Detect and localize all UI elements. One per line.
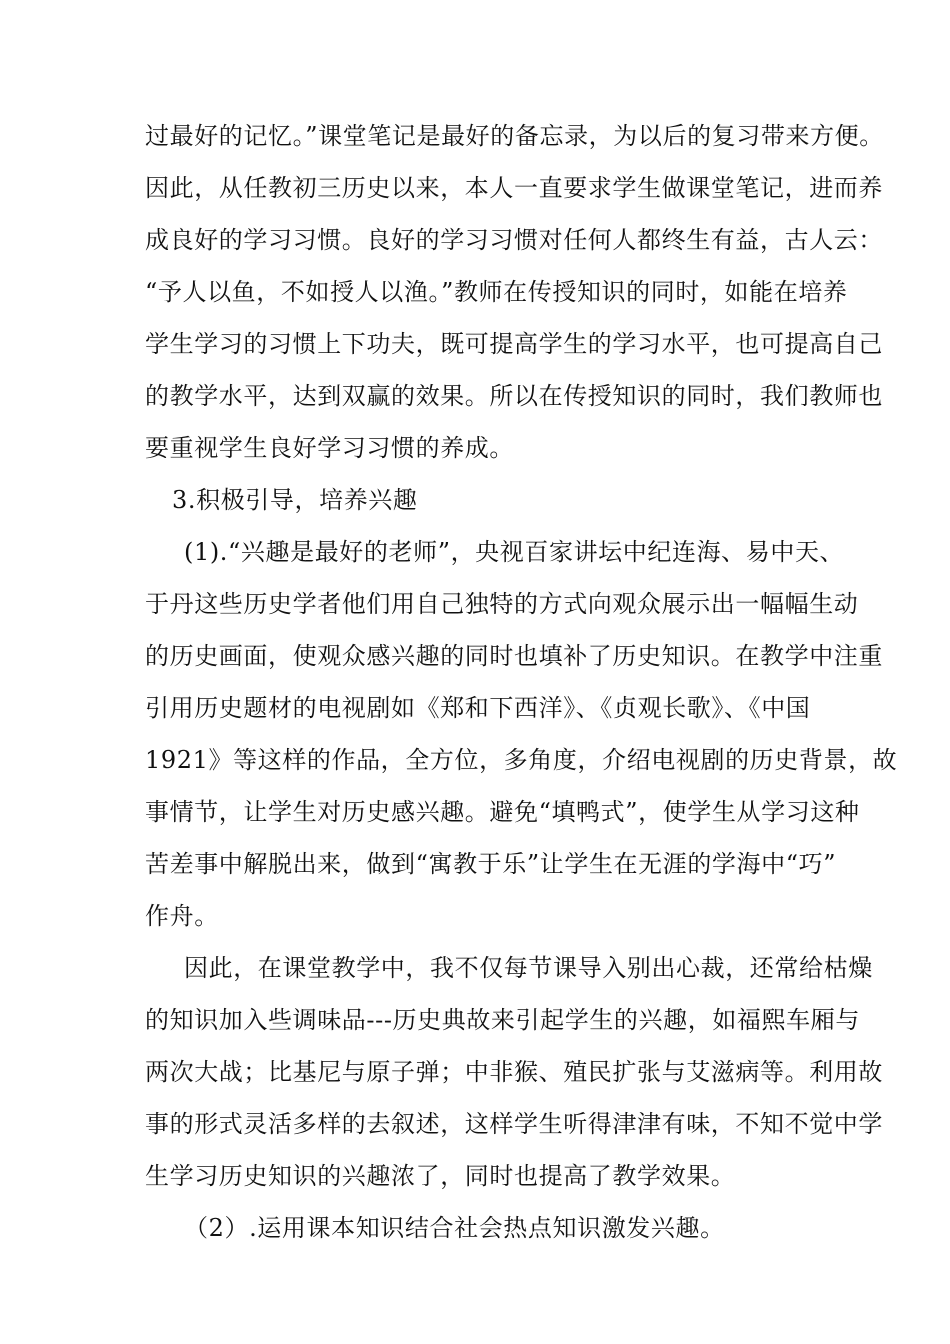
paragraph-line: 的历史画面，使观众感兴趣的同时也填补了历史知识。在教学中注重 [145,642,883,670]
paragraph-line: 过最好的记忆。”课堂笔记是最好的备忘录，为以后的复习带来方便。 [145,122,884,150]
paragraph-line: (1).“兴趣是最好的老师”，央视百家讲坛中纪连海、易中天、 [184,538,845,566]
paragraph-line: 的知识加入些调味品---历史典故来引起学生的兴趣，如福熙车厢与 [145,1006,860,1034]
section-heading: 3.积极引导，培养兴趣 [172,486,418,514]
paragraph-line: 引用历史题材的电视剧如《郑和下西洋》、《贞观长歌》、《中国 [145,694,811,722]
paragraph-line: 因此，在课堂教学中，我不仅每节课导入别出心裁，还常给枯燥 [184,954,873,982]
paragraph-line: 作舟。 [145,902,219,930]
section-heading: （2）.运用课本知识结合社会热点知识激发兴趣。 [184,1214,725,1242]
paragraph-line: 成良好的学习习惯。良好的学习习惯对任何人都终生有益，古人云： [145,226,883,254]
paragraph-line: 的教学水平，达到双赢的效果。所以在传授知识的同时，我们教师也 [145,382,883,410]
paragraph-line: 事情节，让学生对历史感兴趣。避免“填鸭式”，使学生从学习这种 [145,798,860,826]
paragraph-line: 1921》等这样的作品，全方位，多角度，介绍电视剧的历史背景，故 [145,746,898,774]
paragraph-line: “予人以鱼，不如授人以渔。”教师在传授知识的同时，如能在培养 [145,278,848,306]
paragraph-line: 学生学习的习惯上下功夫，既可提高学生的学习水平，也可提高自己 [145,330,883,358]
paragraph-line: 于丹这些历史学者他们用自己独特的方式向观众展示出一幅幅生动 [145,590,859,618]
paragraph-line: 因此，从任教初三历史以来，本人一直要求学生做课堂笔记，进而养 [145,174,883,202]
paragraph-line: 要重视学生良好学习习惯的养成。 [145,434,514,462]
paragraph-line: 两次大战；比基尼与原子弹；中非猴、殖民扩张与艾滋病等。利用故 [145,1058,883,1086]
paragraph-line: 生学习历史知识的兴趣浓了，同时也提高了教学效果。 [145,1162,736,1190]
paragraph-line: 苦差事中解脱出来，做到“寓教于乐”让学生在无涯的学海中“巧” [145,850,837,878]
paragraph-line: 事的形式灵活多样的去叙述，这样学生听得津津有味，不知不觉中学 [145,1110,883,1138]
